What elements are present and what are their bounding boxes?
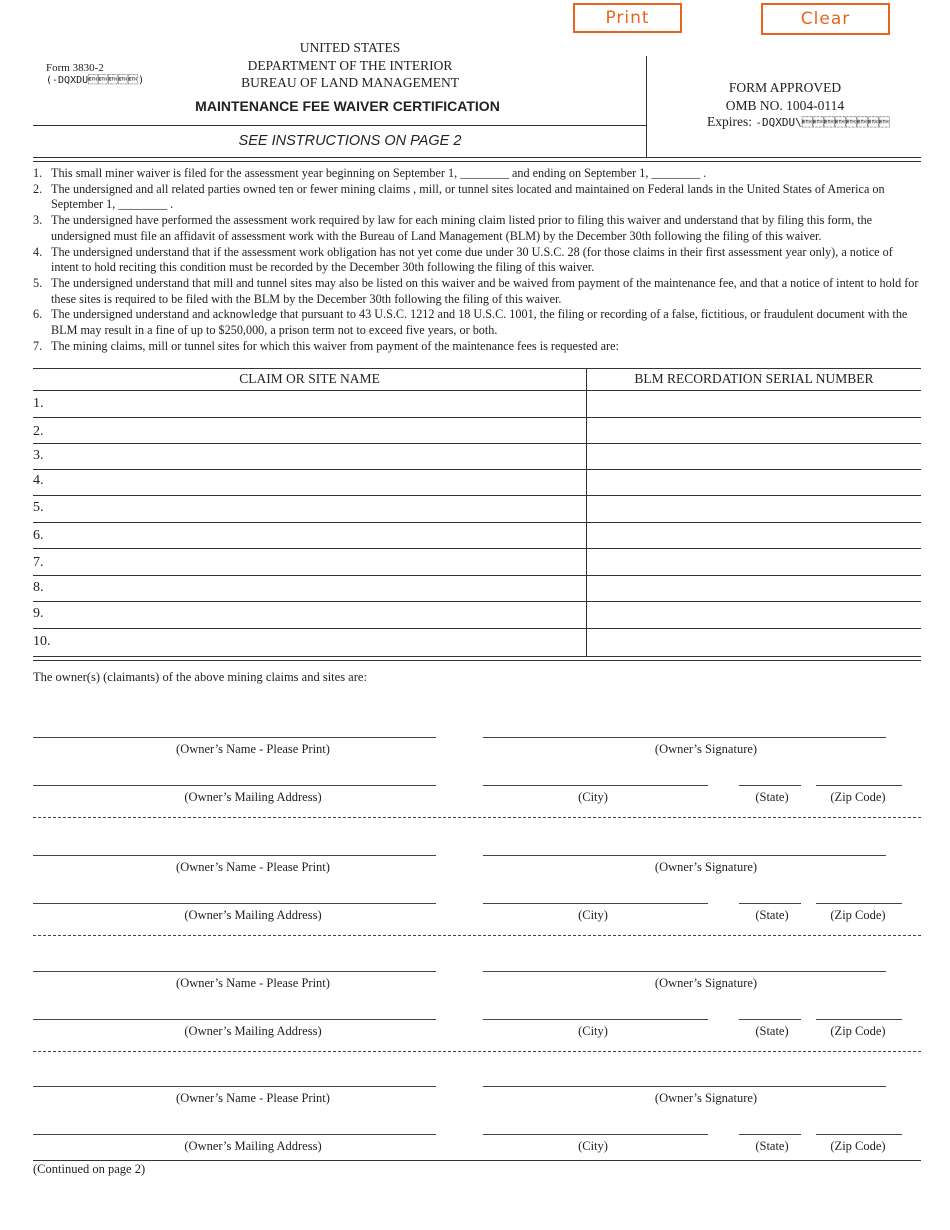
owner-signature-field[interactable] <box>483 855 886 856</box>
owner-city-label: (City) <box>578 908 608 922</box>
owner-name-label: (Owner’s Name - Please Print) <box>176 860 330 874</box>
owner-signature-field[interactable] <box>483 1086 886 1087</box>
owner-signature-field[interactable] <box>483 971 886 972</box>
statement-2: 2. The undersigned and all related parties owned ten or fewer mining claims , mill, or tunnel sites located and maintained on Federal lands in the United States of America on September 1, ________ . <box>33 181 885 212</box>
form-approved-label: FORM APPROVED <box>728 80 842 95</box>
form-approval <box>690 79 880 114</box>
owner-city-field[interactable] <box>483 903 708 904</box>
owner-name-field[interactable] <box>33 971 436 972</box>
clear-button[interactable]: Clear <box>761 3 890 35</box>
owner-name-label: (Owner’s Name - Please Print) <box>176 976 330 990</box>
owner-state-label: (State) <box>755 790 789 804</box>
owner-address-field[interactable] <box>33 903 436 904</box>
table-row-number: 1. <box>33 396 44 411</box>
expires-value: -DQXDU\ <box>755 116 890 129</box>
statement-1: 1. This small miner waiver is filed for the assessment year beginning on September 1, ________ and ending on September 1, ________ . <box>33 166 707 180</box>
owner-state-label: (State) <box>755 1139 789 1153</box>
expiration <box>707 114 890 130</box>
section-divider <box>33 817 921 818</box>
owner-signature-label: (Owner’s Signature) <box>654 976 758 990</box>
form-number: Form 3830-2 <box>46 62 104 74</box>
statements-list <box>33 166 921 354</box>
owner-zip-label: (Zip Code) <box>830 908 886 922</box>
agency-header <box>200 39 500 92</box>
agency-line-2: DEPARTMENT OF THE INTERIOR <box>247 57 453 73</box>
serial-number-header: BLM RECORDATION SERIAL NUMBER <box>634 371 874 386</box>
owner-city-label: (City) <box>578 790 608 804</box>
owner-name-label: (Owner’s Name - Please Print) <box>176 1091 330 1105</box>
owner-state-label: (State) <box>755 1024 789 1038</box>
owner-state-label: (State) <box>755 908 789 922</box>
statement-3: 3. The undersigned have performed the assessment work required by law for each mining claim listed prior to filing this waiver and understand that by filing this form, the undersigned must file an affidavit of assessment work with the Bureau of Land Management (BLM) by the December 30th following the filing of this waiver. <box>33 213 873 243</box>
owner-city-field[interactable] <box>483 1019 708 1020</box>
form-date: (-DQXDU) <box>46 75 145 86</box>
instructions-note: SEE INSTRUCTIONS ON PAGE 2 <box>238 133 462 149</box>
owner-city-label: (City) <box>578 1139 608 1153</box>
owner-signature-field[interactable] <box>483 737 886 738</box>
owner-address-field[interactable] <box>33 1134 436 1135</box>
statement-7: 7. The mining claims, mill or tunnel sites for which this waiver from payment of the maintenance fees is requested are: <box>33 338 619 353</box>
owner-name-field[interactable] <box>33 855 436 856</box>
owners-intro: The owner(s) (claimants) of the above mining claims and sites are: <box>33 670 367 684</box>
agency-line-1: UNITED STATES <box>299 40 401 55</box>
owner-name-label: (Owner’s Name - Please Print) <box>176 742 330 756</box>
table-row-number: 6. <box>33 528 44 543</box>
table-row-number: 4. <box>33 473 44 488</box>
owner-zip-field[interactable] <box>816 1019 902 1020</box>
section-divider <box>33 1051 921 1052</box>
table-row-number: 9. <box>33 606 44 621</box>
statement-5: 5. The undersigned understand that mill and tunnel sites may also be listed on this waiver and be waived from payment of the maintenance fee, and that a notice of intent to hold for these sites is required to be filed with the BLM by the December 30th following the filing of this waiver. <box>33 275 919 306</box>
table-row-number: 3. <box>33 448 44 463</box>
owner-signature-label: (Owner’s Signature) <box>654 860 758 874</box>
section-divider <box>33 935 921 936</box>
owner-zip-field[interactable] <box>816 1134 902 1135</box>
statement-4: 4. The undersigned understand that if the assessment work obligation has not yet come due under 30 U.S.C. 28 (for those claims in their first assessment year only), a notice of intent to hold reciting this condition must be recorded by the December 30th following the filing of this waiver. <box>33 244 893 275</box>
owner-address-label: (Owner’s Mailing Address) <box>184 1139 322 1153</box>
owner-address-label: (Owner’s Mailing Address) <box>184 908 322 922</box>
table-row-number: 8. <box>33 580 44 595</box>
owner-state-field[interactable] <box>739 785 801 786</box>
omb-number: OMB NO. 1004-0114 <box>725 97 845 113</box>
page-title: MAINTENANCE FEE WAIVER CERTIFICATION <box>195 98 500 114</box>
owner-city-label: (City) <box>578 1024 608 1038</box>
owner-zip-field[interactable] <box>816 785 902 786</box>
owner-state-field[interactable] <box>739 1134 801 1135</box>
owner-address-field[interactable] <box>33 785 436 786</box>
table-row-number: 7. <box>33 555 44 570</box>
owner-city-field[interactable] <box>483 785 708 786</box>
table-row-number: 10. <box>33 634 51 649</box>
owner-city-field[interactable] <box>483 1134 708 1135</box>
agency-line-3: BUREAU OF LAND MANAGEMENT <box>241 75 459 90</box>
owner-zip-label: (Zip Code) <box>830 1024 886 1038</box>
expires-label: Expires: <box>707 114 752 129</box>
statement-6: 6. The undersigned understand and acknowledge that pursuant to 43 U.S.C. 1212 and 18 U.S.C. 1001, the filing or recording of a false, fictitious, or fraudulent document with the BLM may result in a fine of up to $250,000, a prison term not to exceed five years, or both. <box>33 307 908 338</box>
print-button[interactable]: Print <box>573 3 682 33</box>
owner-address-label: (Owner’s Mailing Address) <box>184 1024 322 1038</box>
owner-signature-label: (Owner’s Signature) <box>654 1091 758 1105</box>
owner-address-label: (Owner’s Mailing Address) <box>184 790 322 804</box>
owner-zip-field[interactable] <box>816 903 902 904</box>
owner-name-field[interactable] <box>33 737 436 738</box>
owner-address-field[interactable] <box>33 1019 436 1020</box>
owner-zip-label: (Zip Code) <box>830 790 886 804</box>
claim-name-header: CLAIM OR SITE NAME <box>239 371 380 386</box>
continued-note: (Continued on page 2) <box>33 1162 146 1176</box>
table-row-number: 5. <box>33 500 44 515</box>
owner-signature-label: (Owner’s Signature) <box>654 742 758 756</box>
owner-name-field[interactable] <box>33 1086 436 1087</box>
owner-state-field[interactable] <box>739 903 801 904</box>
owner-state-field[interactable] <box>739 1019 801 1020</box>
owner-zip-label: (Zip Code) <box>830 1139 886 1153</box>
table-row-number: 2. <box>33 424 44 439</box>
